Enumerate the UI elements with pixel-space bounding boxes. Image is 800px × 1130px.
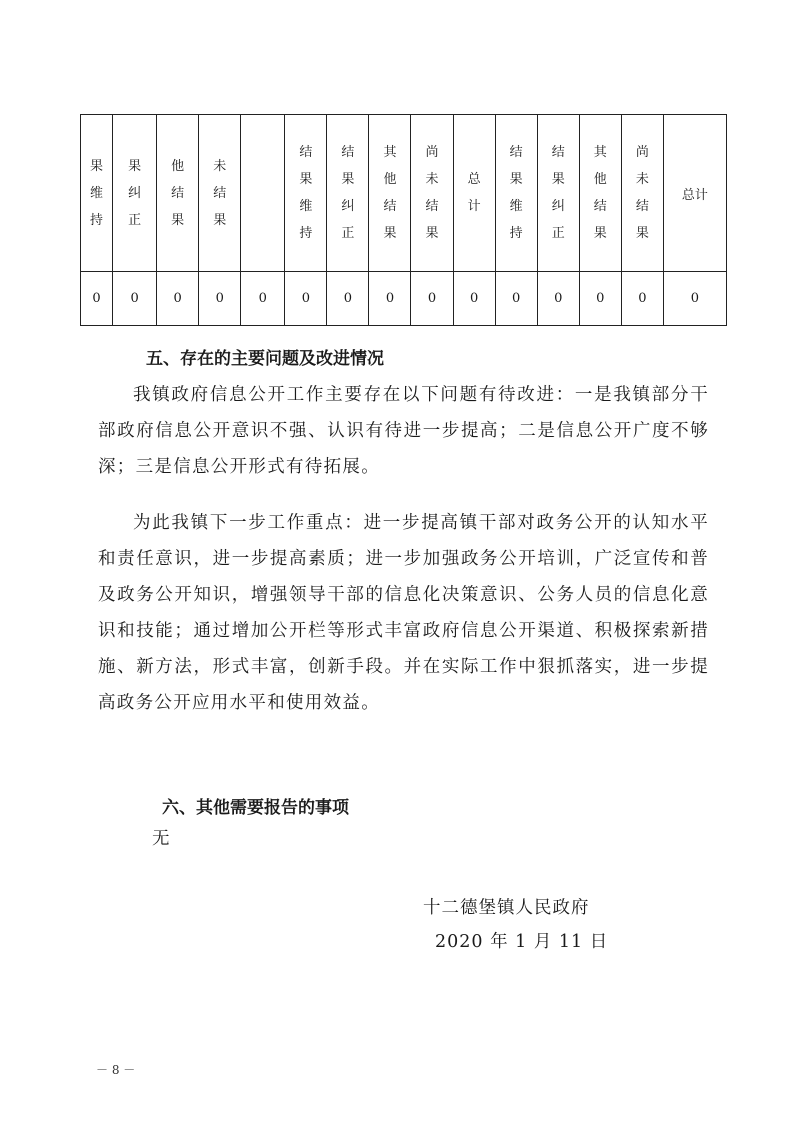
statistics-table bbox=[80, 114, 727, 326]
table-header-cell: 尚未结果 bbox=[411, 115, 453, 272]
table-header-cell: 结果纠正 bbox=[327, 115, 369, 272]
table-cell: 0 bbox=[81, 272, 113, 326]
section5-heading: 五、存在的主要问题及改进情况 bbox=[146, 349, 384, 369]
table-header-cell: 果维持 bbox=[81, 115, 113, 272]
table-header-cell: 总计 bbox=[663, 115, 726, 272]
table-cell: 0 bbox=[113, 272, 157, 326]
signature-date: 2020 年 1 月 11 日 bbox=[435, 932, 609, 952]
section6-content: 无 bbox=[152, 829, 170, 849]
table-cell: 0 bbox=[411, 272, 453, 326]
table-header-cell: 其他结果 bbox=[579, 115, 621, 272]
table-header-cell: 其他结果 bbox=[369, 115, 411, 272]
table-cell: 0 bbox=[157, 272, 199, 326]
table-header-cell: 未结果 bbox=[199, 115, 241, 272]
table-header-cell: 结果维持 bbox=[285, 115, 327, 272]
table-header-cell: 总计 bbox=[453, 115, 495, 272]
section6-heading: 六、其他需要报告的事项 bbox=[162, 798, 349, 818]
table-header-cell: 结果维持 bbox=[495, 115, 537, 272]
table-header-cell: 结果纠正 bbox=[537, 115, 579, 272]
table-cell: 0 bbox=[537, 272, 579, 326]
table-row bbox=[81, 272, 727, 326]
table-header-cell: 他结果 bbox=[157, 115, 199, 272]
section5-paragraph-2: 为此我镇下一步工作重点：进一步提高镇干部对政务公开的认知水平和责任意识，进一步提高素质；进一步加强政务公开培训，广泛宣传和普及政务公开知识，增强领导干部的信息化决策意识、公务人员的信息化意识和技能；通过增加公开栏等形式丰富政府信息公开渠道、积极探索新措施、新方法，形式丰富，创新手段。并在实际工作中狠抓落实，进一步提高政务公开应用水平和使用效益。 bbox=[98, 513, 709, 713]
section5-paragraph-1: 我镇政府信息公开工作主要存在以下问题有待改进：一是我镇部分干部政府信息公开意识不强、认识有待进一步提高；二是信息公开广度不够深；三是信息公开形式有待拓展。 bbox=[98, 385, 709, 477]
table-cell: 0 bbox=[663, 272, 726, 326]
table-header-cell: 果纠正 bbox=[113, 115, 157, 272]
table-header-cell: 尚未结果 bbox=[621, 115, 663, 272]
table-header-cell bbox=[241, 115, 285, 272]
table-cell: 0 bbox=[327, 272, 369, 326]
page-number: － 8 － bbox=[96, 1063, 136, 1077]
table-cell: 0 bbox=[285, 272, 327, 326]
table-cell: 0 bbox=[495, 272, 537, 326]
table-cell: 0 bbox=[579, 272, 621, 326]
table-cell: 0 bbox=[199, 272, 241, 326]
table-cell: 0 bbox=[241, 272, 285, 326]
table-cell: 0 bbox=[453, 272, 495, 326]
table-cell: 0 bbox=[621, 272, 663, 326]
signature-organization: 十二德堡镇人民政府 bbox=[423, 898, 590, 918]
table-cell: 0 bbox=[369, 272, 411, 326]
table-header-row bbox=[81, 115, 727, 272]
